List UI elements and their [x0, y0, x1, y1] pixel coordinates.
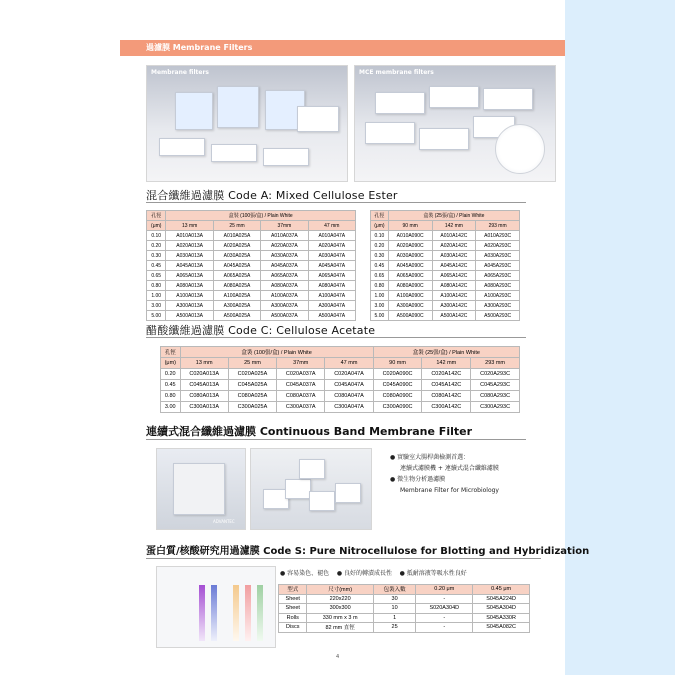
row-header-cell: 0.20 — [147, 241, 166, 251]
table-cell: A100A013A — [166, 291, 213, 301]
row-header-cell: 0.30 — [147, 251, 166, 261]
table-cell: A300A013A — [166, 301, 213, 311]
table-cell: A030A142C — [432, 251, 476, 261]
row-header-cell: 3.00 — [371, 301, 389, 311]
pore-header: 孔徑 — [147, 211, 166, 221]
table-cell: 25 — [373, 623, 416, 633]
table-cell: A020A293C — [476, 241, 520, 251]
filter-box-image — [375, 92, 425, 114]
band-machine-photo — [156, 448, 246, 530]
band-pack-image — [309, 491, 335, 511]
table-cell: A020A025A — [213, 241, 260, 251]
table-cell: C080A037A — [277, 391, 325, 402]
table-cell: A030A013A — [166, 251, 213, 261]
row-header-cell: Sheet — [279, 604, 307, 614]
table-cell: A045A142C — [432, 261, 476, 271]
table-cell: C300A090C — [373, 402, 422, 413]
table-row — [279, 604, 530, 614]
table-cell: A080A293C — [476, 281, 520, 291]
table-cell: A045A090C — [388, 261, 432, 271]
table-cell: A065A047A — [308, 271, 355, 281]
table-cell: A045A025A — [213, 261, 260, 271]
table-cell: S045A330R — [473, 613, 530, 623]
row-header-cell: 0.65 — [147, 271, 166, 281]
ca-table — [160, 346, 520, 413]
row-header-cell: 0.20 — [161, 369, 181, 380]
table-cell: A010A142C — [432, 231, 476, 241]
pore-header: 孔徑 — [371, 211, 389, 221]
table-cell: A010A037A — [261, 231, 308, 241]
blot-lane — [245, 585, 251, 641]
row-header-cell: 3.00 — [147, 301, 166, 311]
table-cell: 30 — [373, 594, 416, 604]
table-cell: A080A047A — [308, 281, 355, 291]
row-header-cell: 0.80 — [161, 391, 181, 402]
row-header-cell: Sheet — [279, 594, 307, 604]
photo-caption: Membrane filters — [151, 69, 209, 76]
filter-box-image — [211, 144, 257, 162]
table-cell: C080A293C — [471, 391, 520, 402]
bullet-item: 連續式濾膜機 + 連續式混合纖維濾膜 — [400, 465, 499, 472]
membrane-filters-photo — [146, 65, 348, 182]
table-cell: A045A293C — [476, 261, 520, 271]
table-cell: - — [416, 594, 473, 604]
size-header: 47 mm — [325, 358, 373, 369]
table-row — [371, 301, 520, 311]
feature-item: ● 抵耐溶液等吸水性良好 — [399, 570, 467, 577]
section-c-title: 醋酸纖維過濾膜 Code C: Cellulose Acetate — [146, 324, 376, 337]
size-header: 25 mm — [213, 221, 260, 231]
filter-box-image — [483, 88, 533, 110]
table-cell: A020A142C — [432, 241, 476, 251]
table-cell: C300A013A — [180, 402, 228, 413]
col-header: 包裝入數 — [373, 585, 416, 595]
table-row — [161, 391, 520, 402]
size-header: 37mm — [261, 221, 308, 231]
pore-unit: (μm) — [147, 221, 166, 231]
table-cell: A010A047A — [308, 231, 355, 241]
table-row — [371, 311, 520, 321]
table-row — [147, 291, 356, 301]
table-row — [371, 231, 520, 241]
mce-filters-photo — [354, 65, 556, 182]
s-features — [280, 568, 467, 579]
size-header: 142 mm — [432, 221, 476, 231]
bullet-item: Membrane Filter for Microbiology — [400, 487, 499, 494]
divider — [146, 439, 526, 440]
size-header: 37mm — [277, 358, 325, 369]
table-cell: S045A304D — [473, 604, 530, 614]
size-header: 13 mm — [166, 221, 213, 231]
table-cell: S045A224D — [473, 594, 530, 604]
table-row — [279, 613, 530, 623]
row-header-cell: 1.00 — [147, 291, 166, 301]
size-header: 47 mm — [308, 221, 355, 231]
col-header: 尺寸(mm) — [307, 585, 373, 595]
table-cell: A100A142C — [432, 291, 476, 301]
table-cell: A065A025A — [213, 271, 260, 281]
table-row — [147, 311, 356, 321]
table-cell: A080A025A — [213, 281, 260, 291]
table-cell: A045A037A — [261, 261, 308, 271]
table-cell: A080A142C — [432, 281, 476, 291]
col-header: 型式 — [279, 585, 307, 595]
row-header-cell: Discs — [279, 623, 307, 633]
mce-table-small — [146, 210, 356, 321]
table-cell: 300x300 — [307, 604, 373, 614]
section-band-title: 連續式混合纖維過濾膜 Continuous Band Membrane Filter — [146, 425, 472, 438]
table-cell: A500A293C — [476, 311, 520, 321]
machine-image — [173, 463, 225, 515]
row-header-cell: 3.00 — [161, 402, 181, 413]
table-cell: C080A013A — [180, 391, 228, 402]
table-cell: A300A037A — [261, 301, 308, 311]
table-cell: 330 mm x 3 m — [307, 613, 373, 623]
table-row — [371, 251, 520, 261]
table-cell: C020A037A — [277, 369, 325, 380]
mce-table-large — [370, 210, 520, 321]
table-cell: A500A090C — [388, 311, 432, 321]
blot-lane — [211, 585, 217, 641]
table-cell: S020A304D — [416, 604, 473, 614]
table-cell: - — [416, 613, 473, 623]
photo-caption: MCE membrane filters — [359, 69, 434, 76]
row-header-cell: 5.00 — [147, 311, 166, 321]
table-cell: C020A142C — [422, 369, 471, 380]
table-cell: C020A090C — [373, 369, 422, 380]
section-s-title: 蛋白質/核酸研究用過濾膜 Code S: Pure Nitrocellulose for Blotting and Hybridization — [146, 546, 590, 557]
feature-item: ● 容易染色、褪色 — [280, 570, 330, 577]
machine-label: ADVANTEC — [213, 519, 235, 524]
bullet-item: ● 實驗室大腸桿菌檢測首選： — [390, 454, 470, 461]
table-cell: A010A025A — [213, 231, 260, 241]
table-cell: A065A293C — [476, 271, 520, 281]
size-header: 293 mm — [476, 221, 520, 231]
table-row — [371, 291, 520, 301]
table-row — [161, 380, 520, 391]
table-row — [371, 281, 520, 291]
row-header-cell: 0.45 — [371, 261, 389, 271]
pore-unit: (μm) — [371, 221, 389, 231]
blot-lane — [233, 585, 239, 641]
table-cell: C045A142C — [422, 380, 471, 391]
size-header: 25 mm — [228, 358, 276, 369]
filter-box-image — [263, 148, 309, 166]
table-cell: 220x220 — [307, 594, 373, 604]
size-header: 293 mm — [471, 358, 520, 369]
table-cell: A500A025A — [213, 311, 260, 321]
table-cell: A500A013A — [166, 311, 213, 321]
table-cell: A500A037A — [261, 311, 308, 321]
table-cell: A300A025A — [213, 301, 260, 311]
section-a-title: 混合纖維過濾膜 Code A: Mixed Cellulose Ester — [146, 189, 398, 202]
table-row — [147, 231, 356, 241]
divider — [146, 202, 526, 203]
filter-disc-image — [495, 124, 545, 174]
feature-item: ● 良好的轉漬成長性 — [336, 570, 392, 577]
row-header-cell: Rolls — [279, 613, 307, 623]
table-cell: 82 mm 直徑 — [307, 623, 373, 633]
band-filters-photo — [250, 448, 372, 530]
table-cell: C300A025A — [228, 402, 276, 413]
table-cell: A100A293C — [476, 291, 520, 301]
table-cell: S045A082C — [473, 623, 530, 633]
table-cell: A065A037A — [261, 271, 308, 281]
blot-lane — [257, 585, 263, 641]
table-cell: A300A293C — [476, 301, 520, 311]
table-cell: C080A142C — [422, 391, 471, 402]
table-cell: A030A047A — [308, 251, 355, 261]
table-cell: A045A013A — [166, 261, 213, 271]
filter-box-image — [365, 122, 415, 144]
band-bullets — [390, 452, 499, 496]
table-cell: A010A013A — [166, 231, 213, 241]
table-row — [147, 271, 356, 281]
table-cell: C300A047A — [325, 402, 373, 413]
size-header: 142 mm — [422, 358, 471, 369]
group-header: 盒裝 (100張/盒) / Plain White — [166, 211, 356, 221]
side-panel — [565, 0, 675, 675]
table-cell: A065A013A — [166, 271, 213, 281]
table-cell: A030A293C — [476, 251, 520, 261]
table-cell: C300A142C — [422, 402, 471, 413]
filter-box-image — [297, 106, 339, 132]
table-cell: A500A142C — [432, 311, 476, 321]
table-row — [371, 261, 520, 271]
row-header-cell: 0.80 — [371, 281, 389, 291]
table-cell: C080A047A — [325, 391, 373, 402]
table-cell: C045A293C — [471, 380, 520, 391]
table-cell: A080A037A — [261, 281, 308, 291]
table-row — [147, 281, 356, 291]
size-header: 90 mm — [373, 358, 422, 369]
group-header: 盒裝 (25張/盒) / Plain White — [373, 347, 519, 358]
table-cell: A080A013A — [166, 281, 213, 291]
table-cell: A500A047A — [308, 311, 355, 321]
filter-box-image — [159, 138, 205, 156]
table-cell: A020A037A — [261, 241, 308, 251]
table-row — [371, 271, 520, 281]
catalog-page — [120, 0, 590, 675]
band-pack-image — [285, 479, 311, 499]
band-pack-image — [335, 483, 361, 503]
group-header: 盒裝 (25張/盒) / Plain White — [388, 211, 519, 221]
table-cell: C045A090C — [373, 380, 422, 391]
filter-box-image — [419, 128, 469, 150]
table-row — [161, 402, 520, 413]
nitrocellulose-table — [278, 584, 530, 633]
col-header: 0.20 μm — [416, 585, 473, 595]
table-cell: A030A025A — [213, 251, 260, 261]
table-cell: C080A090C — [373, 391, 422, 402]
table-cell: A020A047A — [308, 241, 355, 251]
table-cell: A100A025A — [213, 291, 260, 301]
col-header: 0.45 μm — [473, 585, 530, 595]
table-cell: 10 — [373, 604, 416, 614]
table-cell: A030A090C — [388, 251, 432, 261]
blot-lane — [199, 585, 205, 641]
size-header: 90 mm — [388, 221, 432, 231]
row-header-cell: 0.80 — [147, 281, 166, 291]
table-row — [147, 251, 356, 261]
table-cell: C080A025A — [228, 391, 276, 402]
table-cell: A010A090C — [388, 231, 432, 241]
table-cell: A100A037A — [261, 291, 308, 301]
table-cell: C020A047A — [325, 369, 373, 380]
table-cell: C045A047A — [325, 380, 373, 391]
filter-box-image — [217, 86, 259, 128]
table-cell: C045A025A — [228, 380, 276, 391]
table-cell: A065A090C — [388, 271, 432, 281]
table-cell: A300A142C — [432, 301, 476, 311]
table-cell: - — [416, 623, 473, 633]
table-cell: C020A013A — [180, 369, 228, 380]
table-cell: C300A037A — [277, 402, 325, 413]
table-cell: A020A013A — [166, 241, 213, 251]
table-cell: C020A293C — [471, 369, 520, 380]
row-header-cell: 0.45 — [147, 261, 166, 271]
row-header-cell: 0.30 — [371, 251, 389, 261]
row-header-cell: 0.10 — [147, 231, 166, 241]
table-cell: A080A090C — [388, 281, 432, 291]
blotting-figure — [156, 566, 276, 648]
table-row — [147, 241, 356, 251]
table-cell: A300A090C — [388, 301, 432, 311]
table-row — [371, 241, 520, 251]
row-header-cell: 1.00 — [371, 291, 389, 301]
row-header-cell: 0.10 — [371, 231, 389, 241]
row-header-cell: 0.65 — [371, 271, 389, 281]
filter-box-image — [429, 86, 479, 108]
table-cell: C045A037A — [277, 380, 325, 391]
table-cell: A045A047A — [308, 261, 355, 271]
table-cell: A020A090C — [388, 241, 432, 251]
section-banner: 過濾膜 Membrane Filters — [120, 40, 565, 56]
table-cell: A100A047A — [308, 291, 355, 301]
table-cell: C045A013A — [180, 380, 228, 391]
bullet-item: ● 微生物分析過濾膜 — [390, 476, 446, 483]
table-row — [147, 301, 356, 311]
row-header-cell: 0.20 — [371, 241, 389, 251]
table-cell: C300A293C — [471, 402, 520, 413]
pore-unit: (μm) — [161, 358, 181, 369]
divider — [146, 337, 526, 338]
table-cell: C020A025A — [228, 369, 276, 380]
table-row — [279, 594, 530, 604]
table-cell: A030A037A — [261, 251, 308, 261]
table-cell: 1 — [373, 613, 416, 623]
row-header-cell: 5.00 — [371, 311, 389, 321]
table-cell: A065A142C — [432, 271, 476, 281]
pore-header: 孔徑 — [161, 347, 181, 358]
group-header: 盒裝 (100張/盒) / Plain White — [180, 347, 373, 358]
filter-box-image — [175, 92, 213, 130]
page-number: 4 — [336, 654, 340, 660]
table-row — [161, 369, 520, 380]
table-row — [279, 623, 530, 633]
table-row — [147, 261, 356, 271]
size-header: 13 mm — [180, 358, 228, 369]
table-cell: A300A047A — [308, 301, 355, 311]
table-cell: A010A293C — [476, 231, 520, 241]
table-cell: A100A090C — [388, 291, 432, 301]
band-pack-image — [299, 459, 325, 479]
divider — [146, 558, 541, 559]
row-header-cell: 0.45 — [161, 380, 181, 391]
